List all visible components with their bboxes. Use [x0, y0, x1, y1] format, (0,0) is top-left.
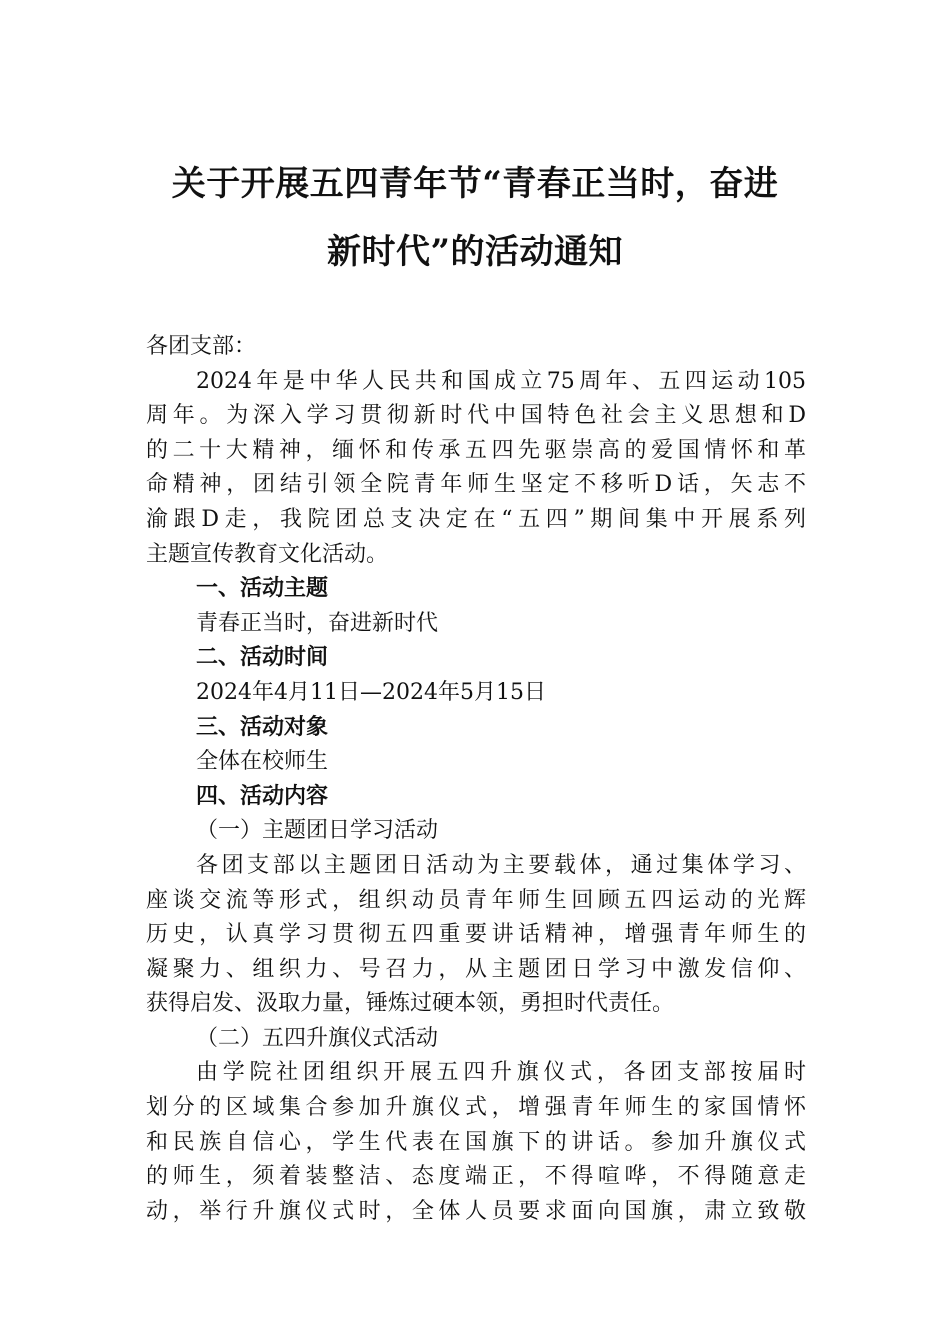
salutation: 各团支部： [146, 334, 257, 359]
paragraph-line: 获得启发、汲取力量，锤炼过硬本领，勇担时代责任。 [146, 991, 675, 1017]
section-heading-time: 二、活动时间 [196, 645, 329, 671]
paragraph-line: 的师生，须着装整洁、态度端正，不得喧哗，不得随意走 [146, 1164, 806, 1190]
document-title-line-2: 新时代”的活动通知 [326, 232, 624, 272]
paragraph-line: 各团支部以主题团日活动为主要载体，通过集体学习、 [196, 852, 806, 878]
intro-line: 2024年是中华人民共和国成立75周年、五四运动105 [196, 368, 806, 394]
intro-line: 主题宣传教育文化活动。 [146, 541, 389, 567]
paragraph-line: 动，举行升旗仪式时，全体人员要求面向国旗，肃立致敬 [146, 1198, 806, 1224]
intro-line: 命精神，团结引领全院青年师生坚定不移听D话，矢志不 [146, 472, 806, 498]
intro-line: 周年。为深入学习贯彻新时代中国特色社会主义思想和D [146, 403, 806, 429]
section-heading-content: 四、活动内容 [196, 783, 329, 809]
document-title-line-1: 关于开展五四青年节“青春正当时，奋进 [171, 164, 779, 204]
section-heading-theme: 一、活动主题 [196, 576, 329, 602]
paragraph-line: 座谈交流等形式，组织动员青年师生回顾五四运动的光辉 [146, 887, 806, 913]
document-body [146, 330, 806, 1229]
paragraph-line: 划分的区域集合参加升旗仪式，增强青年师生的家国情怀 [146, 1095, 806, 1121]
section-heading-audience: 三、活动对象 [196, 714, 329, 740]
section-text-time: 2024年4月11日—2024年5月15日 [196, 679, 546, 705]
subsection-heading-study: （一）主题团日学习活动 [196, 818, 439, 844]
intro-line: 渝跟D走，我院团总支决定在“五四”期间集中开展系列 [146, 506, 806, 532]
subsection-heading-flag: （二）五四升旗仪式活动 [196, 1025, 439, 1051]
intro-line: 的二十大精神，缅怀和传承五四先驱崇高的爱国情怀和革 [146, 437, 806, 463]
paragraph-line: 历史，认真学习贯彻五四重要讲话精神，增强青年师生的 [146, 922, 806, 948]
paragraph-line: 凝聚力、组织力、号召力，从主题团日学习中激发信仰、 [146, 956, 806, 982]
paragraph-line: 由学院社团组织开展五四升旗仪式，各团支部按届时 [196, 1060, 806, 1086]
section-text-theme: 青春正当时，奋进新时代 [196, 610, 439, 636]
section-text-audience: 全体在校师生 [196, 749, 329, 775]
paragraph-line: 和民族自信心，学生代表在国旗下的讲话。参加升旗仪式 [146, 1129, 806, 1155]
